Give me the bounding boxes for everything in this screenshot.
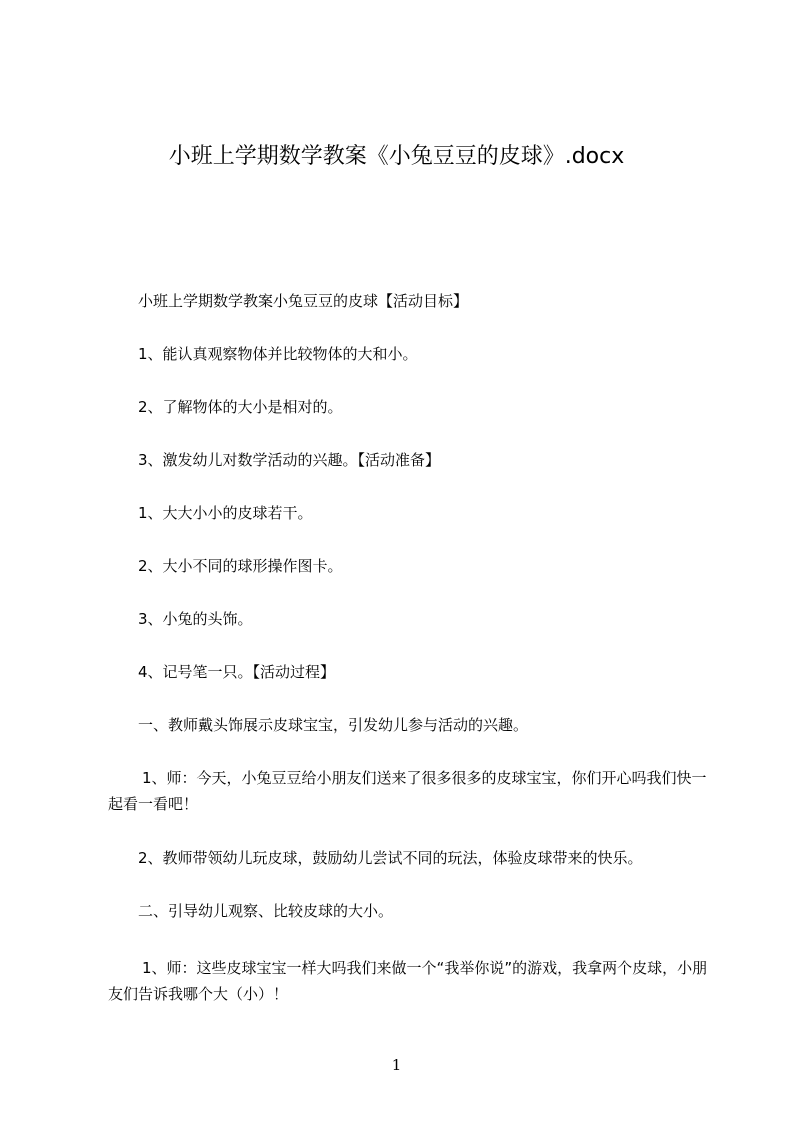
paragraph-text: 3、激发幼儿对数学活动的兴趣。【活动准备】 xyxy=(138,451,441,469)
paragraph-text: 4、记号笔一只。【活动过程】 xyxy=(138,663,336,681)
paragraph xyxy=(108,765,708,817)
paragraph-text: 2、了解物体的大小是相对的。 xyxy=(138,398,343,416)
paragraph xyxy=(108,712,708,738)
paragraph xyxy=(108,898,708,924)
paragraph-text: 一、教师戴头饰展示皮球宝宝，引发幼儿参与活动的兴趣。 xyxy=(138,716,529,734)
paragraph xyxy=(108,500,708,526)
paragraph xyxy=(108,553,708,579)
paragraph-text: 2、教师带领幼儿玩皮球，鼓励幼儿尝试不同的玩法，体验皮球带来的快乐。 xyxy=(138,849,643,867)
paragraph-text: 1、师：这些皮球宝宝一样大吗我们来做一个“我举你说”的游戏，我拿两个皮球，小朋友们告诉我哪个大（小）！ xyxy=(108,959,708,1003)
paragraph xyxy=(108,606,708,632)
document-title: 小班上学期数学教案《小兔豆豆的皮球》.docx xyxy=(168,144,625,169)
paragraph xyxy=(108,659,708,685)
paragraph-text: 2、大小不同的球形操作图卡。 xyxy=(138,557,343,575)
paragraph xyxy=(108,288,708,314)
paragraph-text: 1、师：今天，小兔豆豆给小朋友们送来了很多很多的皮球宝宝，你们开心吗我们快一起看一看吧！ xyxy=(108,769,707,813)
paragraph-text: 1、大大小小的皮球若干。 xyxy=(138,504,313,522)
page-number: 1 xyxy=(391,1056,402,1074)
paragraph xyxy=(108,341,708,367)
paragraph xyxy=(108,447,708,473)
paragraph xyxy=(108,394,708,420)
paragraph-text: 1、能认真观察物体并比较物体的大和小。 xyxy=(138,345,418,363)
paragraph-text: 小班上学期数学教案小兔豆豆的皮球【活动目标】 xyxy=(138,292,469,310)
paragraph-text: 二、引导幼儿观察、比较皮球的大小。 xyxy=(138,902,394,920)
paragraph-text: 3、小兔的头饰。 xyxy=(138,610,253,628)
paragraph xyxy=(108,845,708,871)
paragraph xyxy=(108,955,708,1007)
